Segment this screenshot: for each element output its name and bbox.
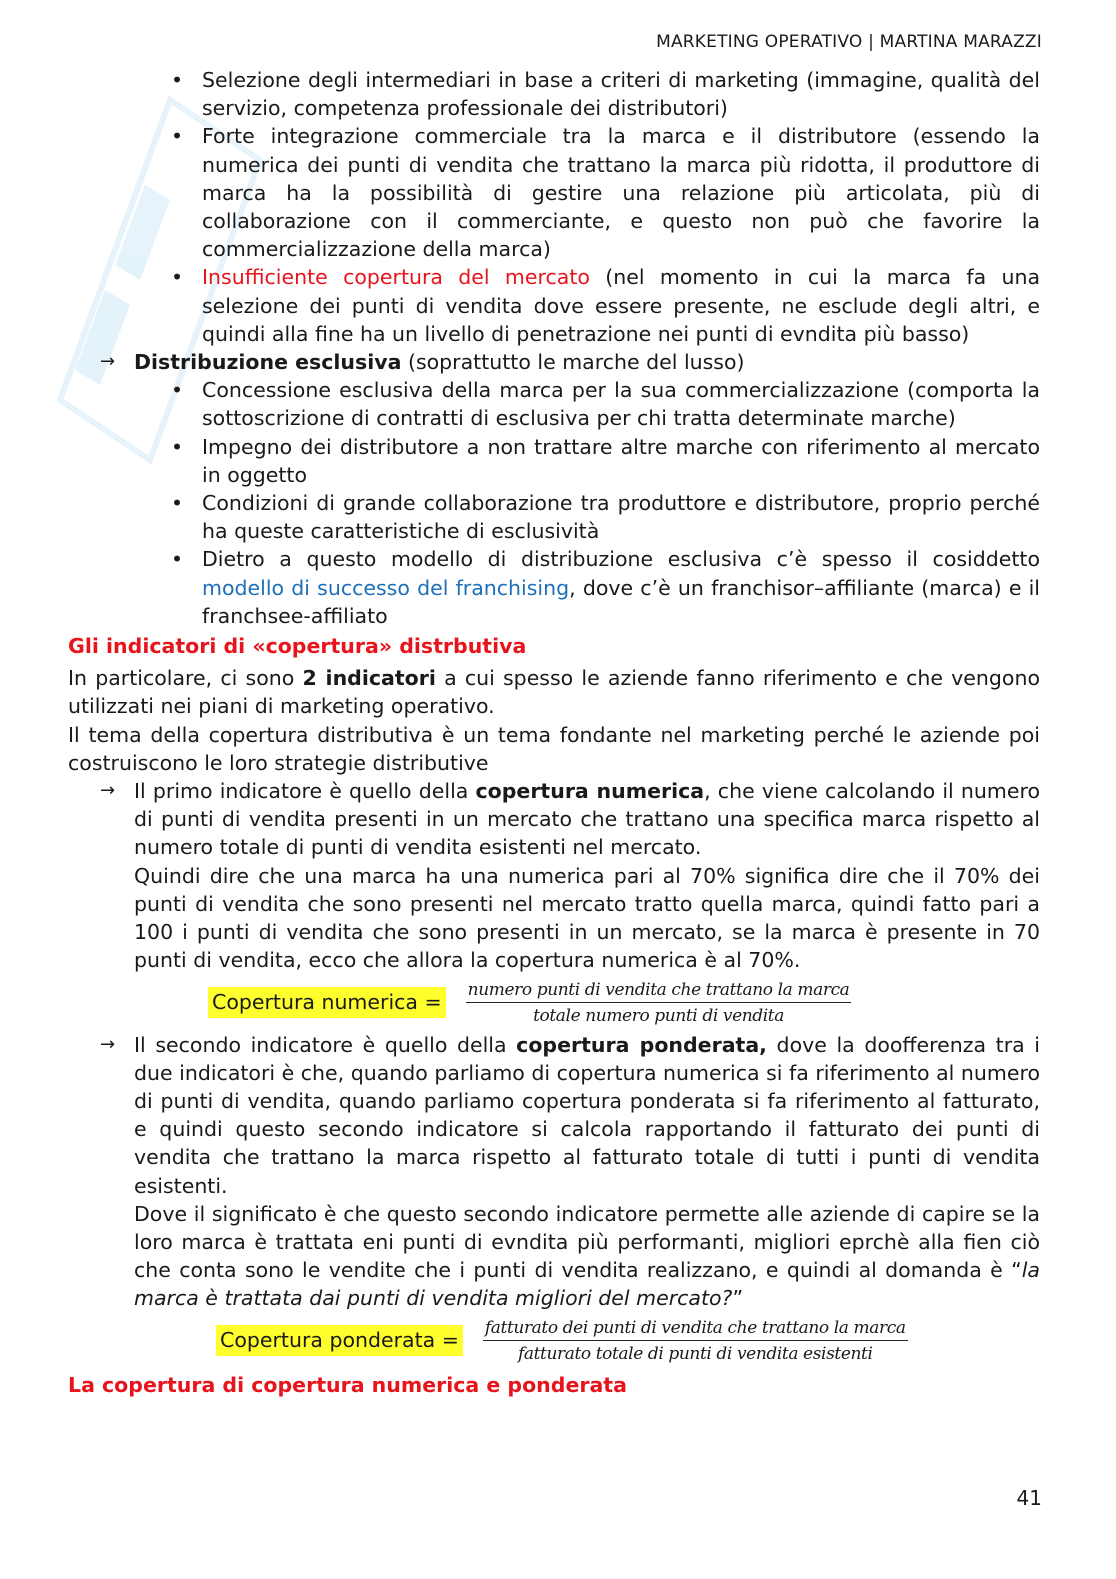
arrow-right-icon: → bbox=[100, 780, 116, 802]
list-item: • Concessione esclusiva della marca per la sua commercializzazione (comporta la sottoscrizione di contratti di esclusiva per chi tratta determinate marche) bbox=[202, 376, 1040, 432]
fraction-denominator: fatturato totale di punti di vendita esistenti bbox=[517, 1343, 873, 1364]
section-title: Gli indicatori di «copertura» distrbutiva bbox=[68, 634, 527, 659]
paragraph: Il secondo indicatore è quello della copertura ponderata, dove la doofferenza tra i due indicatori è che, quando parliamo di copertura numerica si fa riferimento al numero di punti di vendita, quando parliamo copertura ponderata si fa riferimento al fatturato, e quindi questo secondo indicatore si calcola rapportando il fatturato dei punti di vendita che trattano la marca rispetto al fatturato totale di tutti i punti di vendita esistenti. bbox=[134, 1032, 1040, 1198]
bullet-list-selective bbox=[68, 66, 1040, 348]
italic-question: la marca è trattata dai punti di vendita migliori del mercato? bbox=[134, 1258, 1040, 1311]
formula-label: Copertura numerica = bbox=[208, 987, 446, 1017]
paragraph: Il tema della copertura distributiva è un tema fondante nel marketing perché le aziende poi costruiscono le loro strategie distributive bbox=[68, 722, 1040, 775]
bold-term: copertura numerica bbox=[475, 779, 705, 804]
formula-label: Copertura ponderata = bbox=[216, 1325, 463, 1355]
list-item: • Dietro a questo modello di distribuzione esclusiva c’è spesso il cosiddetto modello di successo del franchising, dove c’è un franchisor–affiliante (marca) e il franchsee-affiliato bbox=[202, 545, 1040, 630]
formula-weighted bbox=[134, 1313, 1040, 1369]
indicator-numeric bbox=[68, 777, 1040, 1030]
page-header: MARKETING OPERATIVO | MARTINA MARAZZI bbox=[656, 32, 1042, 52]
list-item: • Condizioni di grande collaborazione tra produttore e distributore, proprio perché ha queste caratteristiche di esclusività bbox=[202, 489, 1040, 545]
bold-term: Distribuzione esclusiva bbox=[134, 350, 402, 375]
exclusive-distribution-heading: → Distribuzione esclusiva (soprattutto le marche del lusso) bbox=[68, 348, 1040, 376]
fraction bbox=[483, 1317, 908, 1365]
fraction-numerator: fatturato dei punti di vendita che trattano la marca bbox=[483, 1317, 908, 1341]
list-item: • Impegno dei distributore a non trattare altre marche con riferimento al mercato in oggetto bbox=[202, 433, 1040, 489]
bold-term: copertura ponderata, bbox=[516, 1032, 767, 1057]
formula-numeric bbox=[134, 975, 1040, 1031]
indicator-weighted bbox=[68, 1031, 1040, 1369]
fraction bbox=[466, 979, 852, 1027]
fraction-denominator: totale numero punti di vendita bbox=[533, 1005, 784, 1026]
list-item: • Forte integrazione commerciale tra la marca e il distributore (essendo la numerica dei punti di vendita che trattano la marca più ridotta, il produttore di marca ha la possibilità di gestire una relazione più articolata, più di collaborazione con il commerciante, e questo non può che favorire la commercializzazione della marca) bbox=[202, 122, 1040, 263]
fraction-numerator: numero punti di vendita che trattano la marca bbox=[466, 979, 852, 1003]
paragraph: Il primo indicatore è quello della copertura numerica, che viene calcolando il numero di punti di vendita presenti in un mercato che trattano una specifica marca rispetto al numero totale di punti di vendita esistenti nel mercato. bbox=[134, 779, 1040, 860]
arrow-right-icon: → bbox=[100, 1033, 116, 1055]
paragraph: In particolare, ci sono 2 indicatori a cui spesso le aziende fanno riferimento e che vengono utilizzati nei piani di marketing operativo. bbox=[68, 666, 1040, 719]
section-title: La copertura di copertura numerica e ponderata bbox=[68, 1372, 627, 1397]
highlight-text: Insufficiente copertura del mercato bbox=[202, 265, 590, 290]
arrow-right-icon: → bbox=[100, 351, 116, 373]
document-body bbox=[68, 66, 1040, 1403]
bold-term: 2 indicatori bbox=[302, 666, 436, 691]
list-item: • Selezione degli intermediari in base a criteri di marketing (immagine, qualità del servizio, competenza professionale dei distributori) bbox=[202, 66, 1040, 122]
bullet-list-exclusive bbox=[68, 376, 1040, 630]
franchising-link[interactable]: modello di successo del franchising bbox=[202, 575, 570, 600]
page-number: 41 bbox=[1016, 1486, 1042, 1510]
list-item: • Insufficiente copertura del mercato (nel momento in cui la marca fa una selezione dei punti di vendita dove essere presente, ne esclude degli altri, e quindi alla fine ha un livello di penetrazione nei punti di evndita più basso) bbox=[202, 263, 1040, 348]
paragraph: Quindi dire che una marca ha una numerica pari al 70% significa dire che il 70% dei punti di vendita che sono presenti nel mercato tratto quella marca, quindi fatto pari a 100 i punti di vendita che sono presenti in un mercato, se la marca è presente in 70 punti di vendita, ecco che allora la copertura numerica è al 70%. bbox=[134, 863, 1040, 973]
paragraph: Dove il significato è che questo secondo indicatore permette alle aziende di capire se la loro marca è trattata eni punti di evndita più performanti, migliori eprchè alla fien ciò che conta sono le vendite che i punti di vendita realizzano, e quindi al domanda è “la marca è trattata dai punti di vendita migliori del mercato?” bbox=[134, 1201, 1040, 1311]
